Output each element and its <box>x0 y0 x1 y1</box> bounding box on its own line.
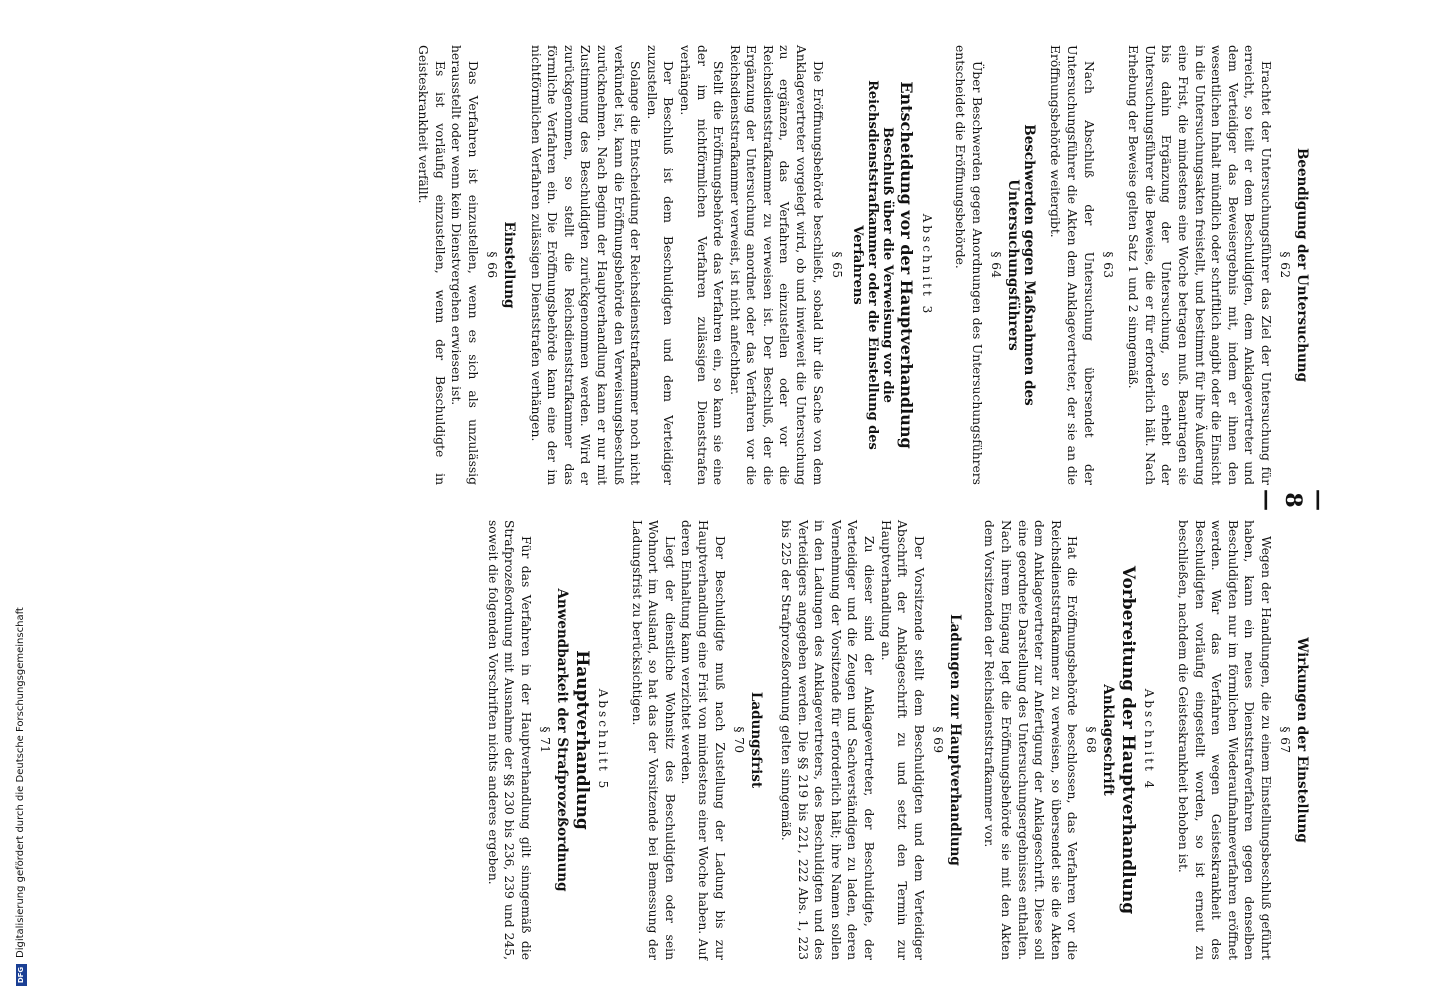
paragraph-text: Nach Abschluß der Untersuchung übersendet der Untersuchungsführer die Akten dem Anklagevertreter, der sie an die Eröffnungsbehörde weitergibt. <box>1048 45 1096 485</box>
section-heading: Anklageschrift <box>1100 684 1117 796</box>
abschnitt-label: Abschnitt 3 <box>919 213 934 317</box>
paragraph-number: § 67 <box>1278 726 1292 754</box>
paragraph-text: Für das Verfahren in der Hauptverhandlung gilt sinngemäß die Strafprozeßordnung mit Ausnahme der §§ 230 bis 236, 239 und 245, soweit die folgenden Vorschriften nichts anderes ergeben. <box>485 520 533 960</box>
paragraph-text: Solange die Entscheidung der Reichsdienststrafkammer noch nicht verkündet ist, kann die Eröffnungsbehörde den Verweisungsbeschluß zurücknehmen. Nach Beginn der Hauptverhandlung kann er nur mit Zustimmung des Beschuldigten zurückgenommen werden. Wird er zurückgenommen, so stellt die Reichsdienststrafkammer das förmliche Verfahren ein. Die Eröffnungsbehörde kann eine der im nichtförmlichen Verfahren zulässigen Dienststrafen verhängen. <box>528 45 643 485</box>
paragraph-number: § 65 <box>829 251 844 279</box>
paragraph-number: § 70 <box>731 726 746 754</box>
section-heading: Ladungen zur Hauptverhandlung <box>946 614 963 866</box>
section-heading: Einstellung <box>501 221 517 309</box>
paragraph-text: Liegt der dienstliche Wohnsitz des Beschuldigten oder sein Wohnort im Ausland, so hat das der Vorsitzende bei Bemessung der Ladungsfrist zu berücksichtigen. <box>629 520 677 960</box>
paragraph-text: Das Verfahren ist einzustellen, wenn es sich als unzulässig herausstellt oder wenn kein Dienstvergehen erwiesen ist. <box>449 45 480 485</box>
right-column <box>484 520 1320 960</box>
paragraph-text: Hat die Eröffnungsbehörde beschlossen, das Verfahren vor die Reichsdienststrafkammer zu verweisen, so übersendet sie die Akten dem Anklagevertreter zur Anfertigung der Anklageschrift. Diese soll eine geordnete Darstellung des Untersuchungsergebnisses enthalten. Nach ihrem Eingang legt die Eröffnungsbehörde sie mit den Akten dem Vorsitzenden der Reichsdienststrafkammer vor. <box>982 520 1080 960</box>
paragraph-text: Der Beschuldigte muß nach Zustellung der Ladung bis zur Hauptverhandlung eine Frist von mindestens einer Woche haben. Auf deren Einhaltung kann verzichtet werden. <box>679 520 727 960</box>
abschnitt-label: Abschnitt 5 <box>595 688 610 792</box>
section-heading: Wirkungen der Einstellung <box>1294 637 1310 843</box>
abschnitt-label: Abschnitt 4 <box>1142 688 1157 792</box>
paragraph-number: § 69 <box>930 726 945 754</box>
footer-text: Digitalisierung gefördert durch die Deutsche Forschungsgemeinschaft <box>15 607 26 958</box>
left-column <box>415 45 1320 485</box>
paragraph-text: Über Beschwerden gegen Anordnungen des Untersuchungsführers entscheidet die Eröffnungsbehörde. <box>953 45 984 485</box>
abschnitt-title: Hauptverhandlung <box>571 650 592 830</box>
section-heading: Beschwerden gegen Maßnahmen des Untersuchungsführers <box>1004 124 1037 406</box>
paragraph-number: § 62 <box>1278 251 1292 279</box>
page-number: — 8 — <box>1254 489 1332 511</box>
paragraph-number: § 68 <box>1084 726 1099 754</box>
paragraph-text: Es ist vorläufig einzustellen, wenn der Beschuldigte in Geisteskrankheit verfällt. <box>416 45 447 485</box>
paragraph-number: § 64 <box>988 251 1003 279</box>
section-heading: Anwendbarkeit der Strafprozeßordnung <box>553 588 570 892</box>
paragraph-text: Wegen der Handlungen, die zu einem Einstellungsbeschluß geführt haben, kann ein neues Dienststrafverfahren gegen denselben Beschuldigten nur im förmlichen Wiederaufnahmeverfahren eröffnet werden. War das Verfahren wegen Geisteskrankheit des Beschuldigten vorläufig eingestellt worden, so ist erneut zu beschließen, nachdem die Geisteskrankheit behoben ist. <box>1176 520 1273 960</box>
paragraph-text: Der Beschluß ist dem Beschuldigten und dem Verteidiger zuzustellen. <box>644 45 676 485</box>
abschnitt-subtitle: Beschluß über die Verweisung vor die Reichsdienststrafkammer oder die Einstellung des Verfahrens <box>849 80 895 450</box>
abschnitt-title: Vorbereitung der Hauptverhandlung <box>1118 565 1139 915</box>
paragraph-number: § 71 <box>537 726 552 754</box>
paragraph-text: Der Vorsitzende stellt dem Beschuldigten und dem Verteidiger Abschrift der Anklageschrift zu und setzt den Termin zur Hauptverhandlung an. <box>878 520 926 960</box>
paragraph-text: Stellt die Eröffnungsbehörde das Verfahren ein, so kann sie eine der im nichtförmlichen Verfahren zulässigen Dienststrafen verhängen. <box>677 45 726 485</box>
section-heading: Beendigung der Untersuchung <box>1294 147 1310 383</box>
dfg-logo: DFG <box>16 964 27 986</box>
paragraph-text: Zu dieser sind der Anklagevertreter, der Beschuldigte, der Verteidiger und die Zeugen und Sachverständigen zu laden, deren Vernehmung der Vorsitzende für erforderlich hält; ihre Namen sollen in den Ladungen des Anklagevertreters, des Beschuldigten und des Verteidigers angegeben werden. Die §§ 219 bis 221, 222 Abs. 1, 223 bis 225 der Strafprozeßordnung gelten sinngemäß. <box>779 520 877 960</box>
paragraph-text: Die Eröffnungsbehörde beschließt, sobald ihr die Sache von dem Anklagevertreter vorgelegt wird, ob und inwieweit die Untersuchung zu ergänzen, das Verfahren einzustellen oder vor die Reichsdienststrafkammer zu verweisen ist. Der Beschluß, der die Ergänzung der Untersuchung anordnet oder das Verfahren vor die Reichsdienststrafkammer verweist, ist nicht anfechtbar. <box>727 45 825 485</box>
paragraph-text: Erachtet der Untersuchungsführer das Ziel der Untersuchung für erreicht, so teilt er dem Beschuldigten, dem Anklagevertreter und dem Verteidiger das Beweisergebnis mit, indem er ihnen den wesentlichen Inhalt mündlich oder schriftlich angibt oder die Einsicht in die Untersuchungsakten freistellt, und bestimmt für ihre Äußerung eine Frist, die mindestens eine Woche betragen muß. Beantragen sie bis dahin Ergänzung der Untersuchung, so erhebt der Untersuchungsführer die Beweise, die er für erforderlich hält. Nach Erhebung der Beweise gelten Satz 1 und 2 sinngemäß. <box>1126 45 1273 485</box>
abschnitt-title: Entscheidung vor der Hauptverhandlung <box>896 81 916 449</box>
digitization-footer <box>14 0 28 1000</box>
section-heading: Ladungsfrist <box>747 691 764 789</box>
paragraph-number: § 66 <box>485 251 499 279</box>
abschnitt-3-block <box>850 45 934 485</box>
paragraph-number: § 63 <box>1100 251 1115 279</box>
